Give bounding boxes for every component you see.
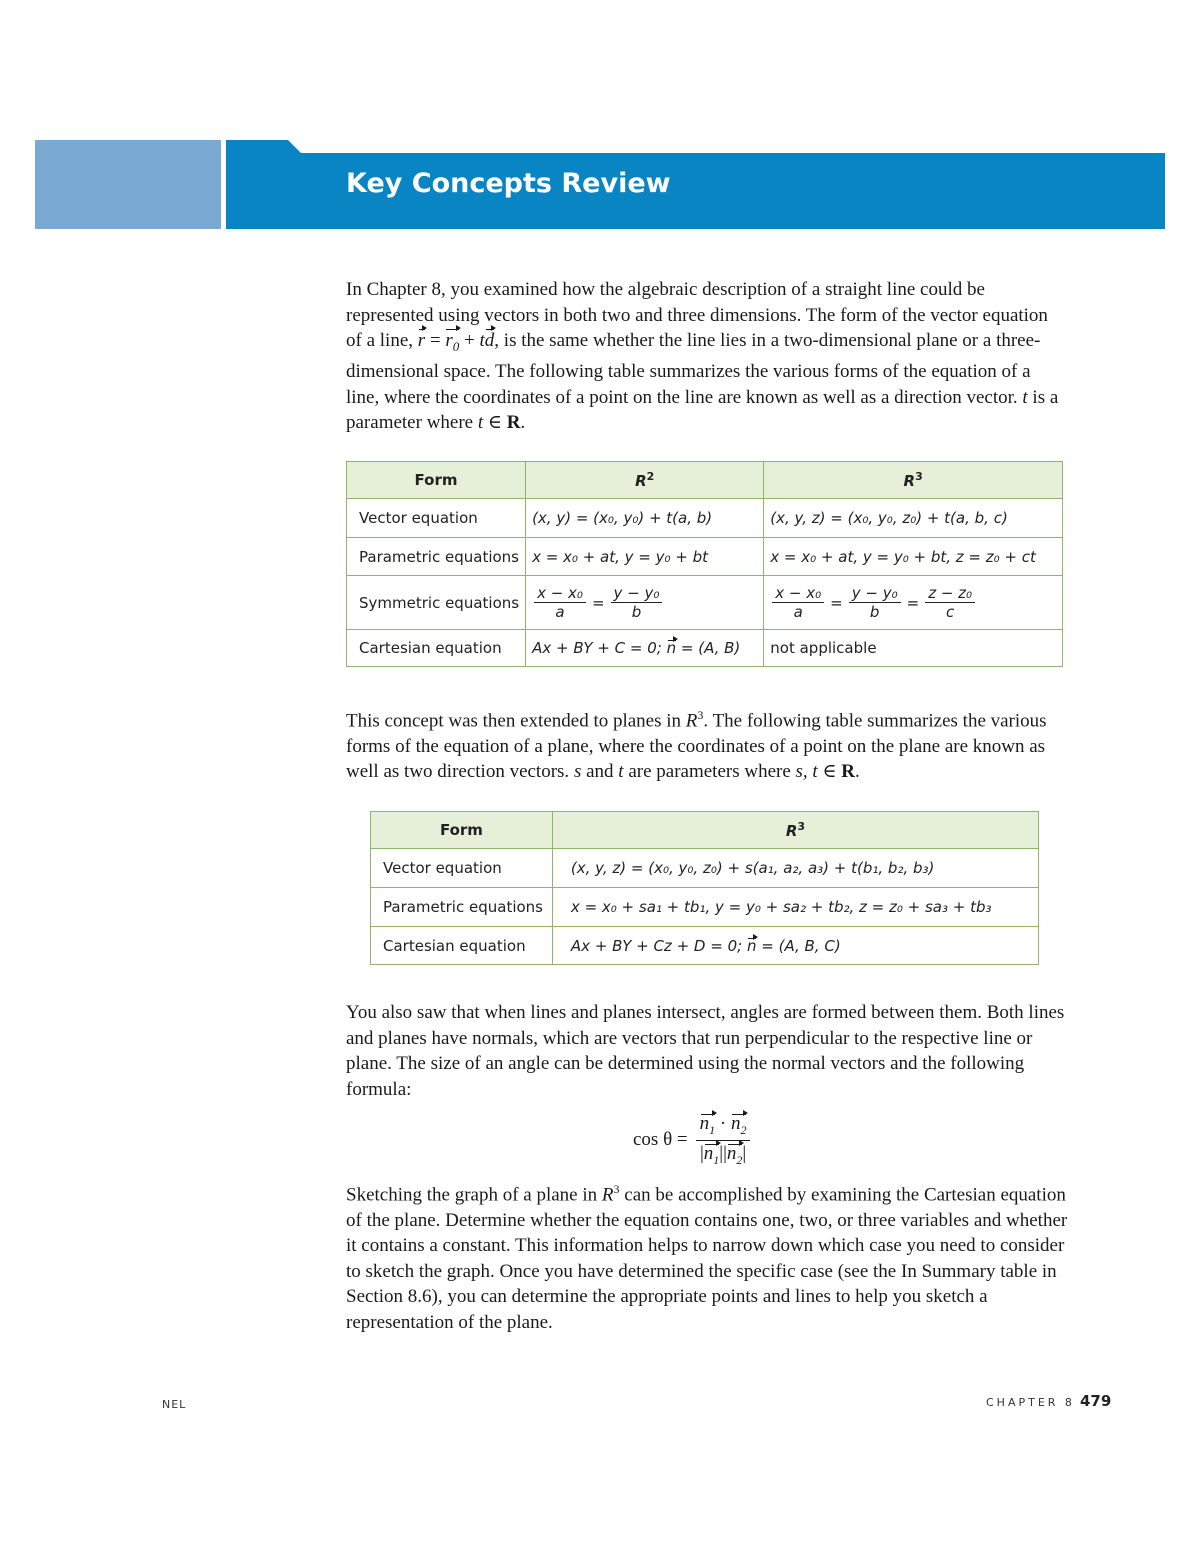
- abs-bar: |: [723, 1142, 727, 1164]
- abs-bar: |: [719, 1142, 724, 1164]
- page-number: 479: [1080, 1392, 1112, 1410]
- plus-sign: +: [464, 330, 475, 351]
- equals-sign: =: [830, 593, 843, 612]
- fraction-numerator: y − y₀: [611, 584, 663, 603]
- equals-sign: =: [591, 593, 605, 612]
- n2-sub: 2: [740, 1122, 747, 1137]
- plane-text-c: are parameters where: [628, 761, 791, 783]
- cell-r2: x = x₀ + at, y = y₀ + bt: [526, 538, 764, 576]
- cartesian-eq: Ax + BY + C = 0;: [532, 639, 662, 657]
- params-st: s, t: [795, 761, 818, 783]
- element-of-symbol: ∈: [822, 761, 837, 783]
- normal-n1: n: [699, 1112, 710, 1134]
- header-r2-label: R: [635, 472, 647, 490]
- header-form: Form: [347, 462, 526, 499]
- formula-numerator: [696, 1113, 751, 1141]
- table-header-row: [371, 812, 1039, 849]
- table-row: [347, 499, 1063, 538]
- row-label: Parametric equations: [371, 888, 553, 927]
- r-symbol: R: [601, 1184, 614, 1206]
- intro-t2: t: [477, 412, 484, 434]
- real-numbers-symbol: R: [506, 412, 521, 434]
- intro-t: t: [1022, 386, 1028, 408]
- n1-sub: 1: [713, 1152, 720, 1167]
- plane-paragraph: [346, 703, 1068, 785]
- fraction-denominator: a: [555, 603, 565, 621]
- formula-lhs: cos θ =: [633, 1129, 688, 1150]
- equals-sign: =: [906, 593, 920, 612]
- table-row: [347, 630, 1063, 667]
- cell-r3: (x, y, z) = (x₀, y₀, z₀) + s(a₁, a₂, a₃) + t(b₁, b₂, b₃): [552, 849, 1038, 888]
- cartesian-eq: Ax + BY + Cz + D = 0;: [570, 936, 743, 955]
- sketching-text-b: can be accomplished by examining the Cartesian equation of the plane. Determine whether the equation contains one, two, or three variables and whether it contains a constant. This information helps to narrow down which case you need to consider to sketch the graph. Once you have determined the specific case (see the In Summary table in Section 8.6), you can determine the appropriate points and lines to help you sketch a representation of the plane.: [346, 1184, 1068, 1333]
- header-r2-sup: 2: [646, 470, 655, 483]
- banner-tab: [226, 140, 288, 154]
- angles-paragraph: You also saw that when lines and planes intersect, angles are formed between them. Both lines and planes have normals, which are vectors that run perpendicular to the respective line or plane. The size of an angle can be determined using the normal vectors and the following formula:: [346, 1002, 1065, 1100]
- table-row: [347, 538, 1063, 576]
- cell-r3: [764, 576, 1063, 630]
- header-r3-sup: 3: [797, 820, 806, 833]
- r-sup: 3: [697, 708, 704, 722]
- fraction-denominator: b: [869, 603, 880, 621]
- table-row: [371, 927, 1039, 965]
- fraction-numerator: z − z₀: [925, 584, 975, 603]
- row-label: Parametric equations: [347, 538, 526, 576]
- header-r3-sup: 3: [915, 470, 923, 483]
- fraction-numerator: y − y₀: [849, 584, 901, 603]
- vector-r: r: [418, 328, 425, 354]
- row-label: Vector equation: [347, 499, 526, 538]
- vector-d: d: [485, 328, 495, 354]
- intro-text-d: is a parameter where: [346, 386, 1059, 434]
- formula-fraction: [696, 1113, 751, 1168]
- banner-notch: [288, 140, 302, 154]
- fraction-numerator: x − x₀: [772, 584, 824, 603]
- vector-r0: r: [445, 330, 453, 351]
- fraction-denominator: b: [631, 603, 642, 621]
- table-header-row: [347, 462, 1063, 499]
- row-label: Symmetric equations: [347, 576, 526, 630]
- normal-vector: n: [746, 936, 757, 955]
- cell-r3: not applicable: [764, 630, 1063, 667]
- param-t: t: [618, 761, 624, 783]
- cell-r2: (x, y) = (x₀, y₀) + t(a, b): [526, 499, 764, 538]
- plane-text-b: . The following table summarizes the various forms of the equation of a plane, where the coordinates of a point on the plane are known as well as two direction vectors.: [346, 710, 1047, 783]
- normal-value: = (A, B): [680, 639, 741, 657]
- header-r3-label: R: [903, 472, 916, 490]
- line-equations-table: [346, 461, 1063, 667]
- cell-r3: [552, 927, 1038, 965]
- table-row: [371, 888, 1039, 927]
- row-label: Cartesian equation: [371, 927, 553, 965]
- intro-text-a: In Chapter 8, you examined how the algebraic description of a straight line could be represented using vectors in both two and three dimensions. The form of the vector equation of a line,: [346, 279, 1048, 351]
- normal-value: = (A, B, C): [761, 936, 841, 955]
- fraction: [534, 584, 586, 621]
- r-symbol: R: [685, 710, 698, 732]
- fraction: [849, 584, 901, 621]
- fraction-numerator: x − x₀: [534, 584, 586, 603]
- param-t: t: [479, 330, 485, 351]
- normal-vector: n: [666, 639, 677, 657]
- intro-period: .: [520, 412, 526, 434]
- sketching-text-a: Sketching the graph of a plane in: [346, 1184, 598, 1206]
- normal-n2: n: [726, 1142, 737, 1164]
- header-r3: [552, 812, 1038, 849]
- cell-r3: (x, y, z) = (x₀, y₀, z₀) + t(a, b, c): [764, 499, 1063, 538]
- formula-denominator: [696, 1141, 751, 1168]
- dot-operator: ·: [719, 1112, 727, 1134]
- cell-r2: [526, 576, 764, 630]
- header-r3: [764, 462, 1063, 499]
- vector-r0-sub: 0: [452, 338, 460, 354]
- abs-bar: |: [699, 1142, 704, 1164]
- and-word: and: [586, 761, 614, 783]
- row-label: Vector equation: [371, 849, 553, 888]
- fraction: [925, 584, 975, 621]
- page-title: Key Concepts Review: [346, 168, 671, 199]
- real-numbers-symbol: R: [841, 761, 856, 783]
- normal-n1: n: [703, 1142, 714, 1164]
- equals-sign: =: [429, 330, 441, 351]
- cell-r2: [526, 630, 764, 667]
- table-row: [371, 849, 1039, 888]
- chapter-label: CHAPTER 8: [986, 1396, 1075, 1409]
- normal-n2: n: [730, 1112, 741, 1134]
- publisher-label: NEL: [162, 1398, 187, 1411]
- fraction-denominator: a: [793, 603, 803, 621]
- intro-paragraph: [346, 277, 1068, 436]
- cell-r3: x = x₀ + sa₁ + tb₁, y = y₀ + sa₂ + tb₂, z = z₀ + sa₃ + tb₃: [552, 888, 1038, 927]
- n1-sub: 1: [709, 1122, 716, 1137]
- n2-sub: 2: [736, 1152, 743, 1167]
- plane-period: .: [855, 761, 860, 783]
- fraction: [772, 584, 824, 621]
- header-r3-label: R: [785, 822, 798, 840]
- angle-formula: [633, 1110, 750, 1170]
- plane-equations-table: [370, 811, 1039, 965]
- fraction: [611, 584, 663, 621]
- element-of-symbol: ∈: [487, 412, 502, 434]
- intro-text-b: , is the same whether the line lies in a two-dimensional plane or a three-dimensional space. The following table summarizes the various forms of the equation of a line, where the coordinates of a point on the line are known as well as a direction vector.: [346, 330, 1041, 408]
- table-row: [347, 576, 1063, 630]
- banner-left-block: [35, 140, 221, 229]
- header-form: Form: [371, 812, 553, 849]
- r-sup: 3: [613, 1182, 620, 1196]
- sketching-paragraph: [346, 1177, 1068, 1335]
- cell-r3: x = x₀ + at, y = y₀ + bt, z = z₀ + ct: [764, 538, 1063, 576]
- plane-text-a: This concept was then extended to planes in: [346, 710, 682, 732]
- param-s: s: [573, 761, 582, 783]
- header-r2: [526, 462, 764, 499]
- abs-bar: |: [742, 1142, 747, 1164]
- row-label: Cartesian equation: [347, 630, 526, 667]
- fraction-denominator: c: [946, 603, 955, 621]
